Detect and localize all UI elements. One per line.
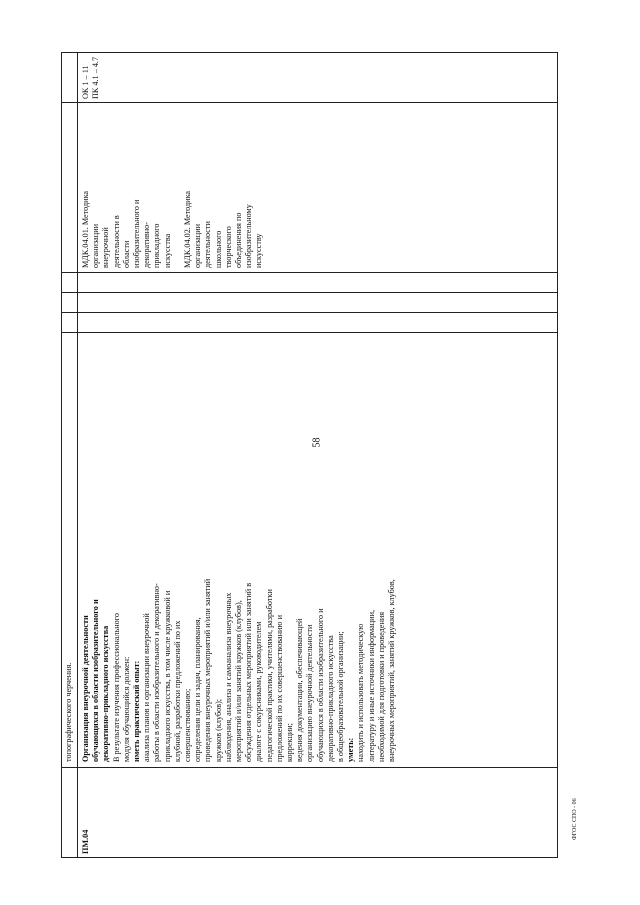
- module-title: Организация внеурочной деятельности обучающихся в области изобразительного и декоративно-прикладного искусства: [81, 599, 111, 762]
- continued-text: топографического черчения.: [64, 662, 73, 762]
- column-divider: [61, 767, 558, 768]
- table-border-right: [61, 52, 558, 53]
- module-intro: В результате изучения профессионального модуля обучающийся должен:: [111, 613, 131, 762]
- competency-codes: ОК 1 – 11 ПК 4.1 – 4.7: [81, 56, 101, 99]
- experience-body: анализа планов и организации внеурочной работы в области изобразительного и декоративно- прикладного искусства, в том числе кружковой и клубной, разработки предложений по их совершенствованию; определения цели и задач, планирования, проведения внеурочных мероприятий и/или занятий кружков (клубов); наблюдения, анализа и самоанализа внеурочных мероприятий и/или занятий кружков (клубов), обсуждения отдельных мероприятий или занятий в диалоге с сокурсниками, руководителем педагогической практики, учителями, разработки предложений по их совершенствованию и коррекции; ведения документации, обеспечивающей организацию внеурочной деятельности обучающихся в области изобразительного и декоративно-прикладного искусства в общеобразовательной организации;: [142, 578, 346, 762]
- skills-body: находить и использовать методическую литературу и иные источники информации, необходимой для подготовки и проведения внеурочных мероприятий, занятий кружков, клубов,: [356, 579, 397, 762]
- table-border-left: [61, 857, 558, 858]
- curriculum-table: [61, 52, 558, 858]
- module-code: ПМ.04: [81, 829, 90, 854]
- experience-heading: иметь практический опыт:: [132, 660, 142, 762]
- footer-code: ФГОС СПО - 06: [572, 798, 578, 840]
- table-border-bottom: [557, 52, 558, 858]
- column-divider: [61, 312, 558, 313]
- skills-heading: уметь:: [346, 737, 356, 762]
- column-divider: [61, 332, 558, 333]
- course-list: МДК.04.01. Методика организации внеурочной деятельности в области изобразительного и декоративно- прикладного искусства МДК.04.02. Методика организации деятельности школьного творческого объединения по изобразительному искусству: [81, 190, 264, 268]
- column-divider: [61, 272, 558, 273]
- row-divider: [77, 52, 78, 858]
- page-number: 58: [311, 437, 323, 448]
- table-border-top: [61, 52, 62, 858]
- module-description: [81, 336, 397, 762]
- column-divider: [61, 102, 558, 103]
- column-divider: [61, 292, 558, 293]
